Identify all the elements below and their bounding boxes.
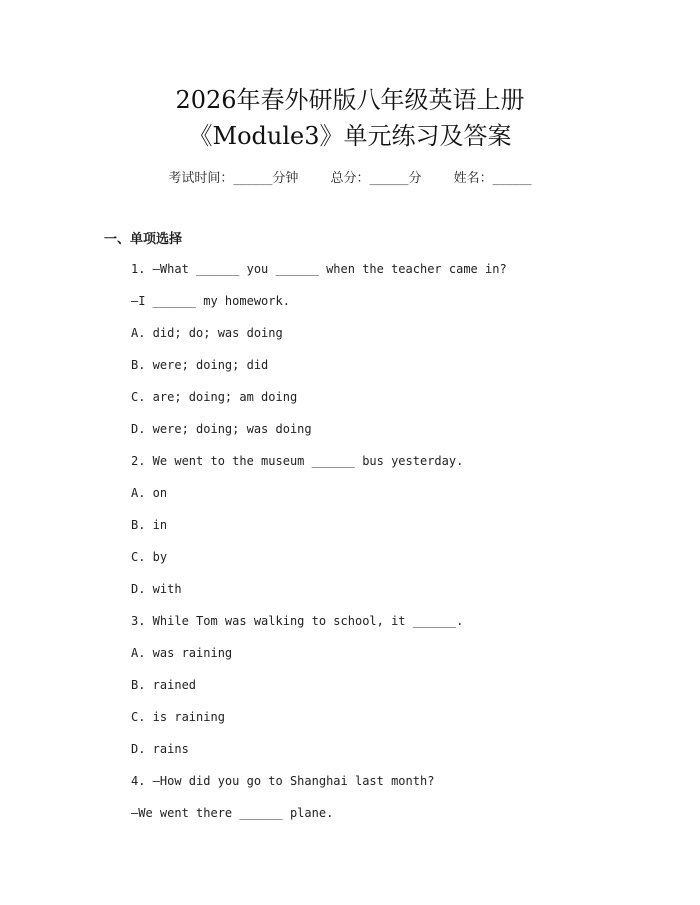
exam-info xyxy=(0,170,700,188)
option-line: A. was raining xyxy=(131,646,233,660)
question-line: —We went there ______ plane. xyxy=(131,806,334,820)
exam-time-field: 考试时间：______分钟 xyxy=(168,171,299,186)
option-line: C. are; doing; am doing xyxy=(131,390,298,404)
option-line: D. rains xyxy=(131,742,189,756)
question-line: 1. —What ______ you ______ when the teacher came in? xyxy=(131,262,507,276)
question-line: —I ______ my homework. xyxy=(131,294,290,308)
document-title-line-1: 2026年春外研版八年级英语上册 xyxy=(175,86,525,114)
question-line: 2. We went to the museum ______ bus yesterday. xyxy=(131,454,464,468)
question-line: 3. While Tom was walking to school, it ______. xyxy=(131,614,464,628)
section-title: 一、单项选择 xyxy=(104,232,183,247)
option-line: D. were; doing; was doing xyxy=(131,422,312,436)
option-line: B. were; doing; did xyxy=(131,358,269,372)
option-line: B. in xyxy=(131,518,168,532)
option-line: A. on xyxy=(131,486,168,500)
option-line: A. did; do; was doing xyxy=(131,326,283,340)
option-line: D. with xyxy=(131,582,182,596)
option-line: C. is raining xyxy=(131,710,225,724)
option-line: C. by xyxy=(131,550,168,564)
option-line: B. rained xyxy=(131,678,197,692)
exam-score-field: 总分：______分 xyxy=(330,171,422,186)
document-title-line-2: 《Module3》单元练习及答案 xyxy=(188,122,512,150)
question-line: 4. —How did you go to Shanghai last month? xyxy=(131,774,435,788)
exam-name-field: 姓名：______ xyxy=(453,171,532,186)
